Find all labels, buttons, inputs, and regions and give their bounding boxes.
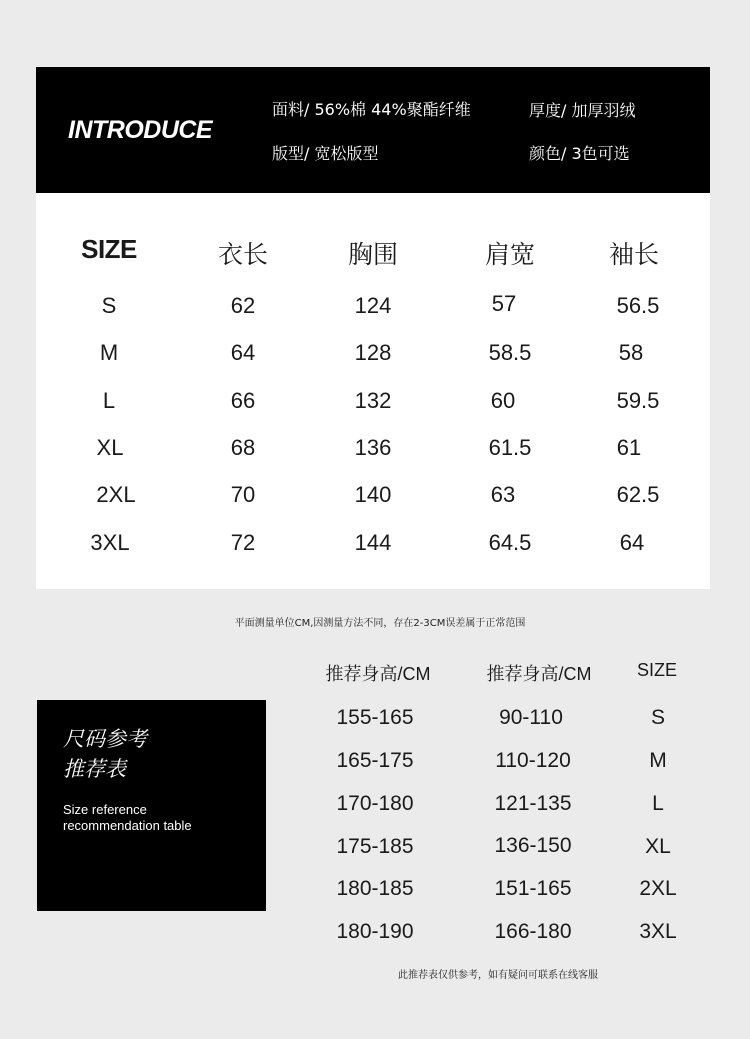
sleeve-column-header: 袖长 — [608, 241, 660, 269]
table-cell-chest: 132 — [354, 388, 392, 413]
table-cell-chest: 128 — [354, 340, 392, 365]
rec-cell-height: 165-175 — [336, 749, 414, 772]
measurement-note: 平面测量单位CM,因测量方法不同，存在2-3CM误差属于正常范围 — [234, 618, 526, 629]
table-cell-size: L — [102, 388, 116, 413]
rec-size-column-header: SIZE — [636, 660, 678, 680]
table-cell-shoulder: 64.5 — [488, 530, 532, 555]
table-cell-sleeve: 64 — [619, 530, 645, 555]
table-cell-size: 2XL — [96, 482, 136, 507]
thickness-spec: 厚度/ 加厚羽绒 — [529, 101, 636, 120]
footer-note: 此推荐表仅供参考，如有疑问可联系在线客服 — [398, 970, 598, 981]
rec-cell-height: 170-180 — [336, 792, 414, 815]
rec-cell-size: L — [652, 792, 664, 815]
reference-subtitle: Size reference recommendation table — [63, 802, 192, 833]
fabric-spec: 面料/ 56%棉 44%聚酯纤维 — [272, 100, 471, 119]
rec-cell-size: 3XL — [639, 920, 677, 943]
table-cell-size: S — [101, 293, 117, 318]
table-cell-length: 70 — [230, 482, 256, 507]
chest-column-header: 胸围 — [347, 241, 399, 269]
rec-cell-weight: 136-150 — [494, 834, 572, 857]
shoulder-column-header: 肩宽 — [484, 241, 536, 269]
rec-cell-weight: 90-110 — [499, 706, 563, 729]
table-cell-shoulder: 58.5 — [488, 340, 532, 365]
rec-cell-height: 175-185 — [336, 835, 414, 858]
table-cell-chest: 144 — [354, 530, 392, 555]
introduce-title: INTRODUCE — [68, 116, 213, 144]
rec-cell-size: M — [649, 749, 667, 772]
weight-column-header: 推荐身高/CM — [486, 664, 592, 684]
table-cell-size: XL — [96, 435, 124, 460]
length-column-header: 衣长 — [217, 241, 269, 269]
rec-cell-size: XL — [645, 835, 671, 858]
height-column-header: 推荐身高/CM — [325, 664, 431, 684]
rec-cell-size: 2XL — [639, 877, 677, 900]
rec-cell-weight: 151-165 — [494, 877, 572, 900]
rec-cell-height: 180-185 — [336, 877, 414, 900]
size-column-header: SIZE — [81, 234, 137, 264]
table-cell-length: 68 — [230, 435, 256, 460]
color-spec: 颜色/ 3色可选 — [529, 144, 630, 163]
rec-cell-weight: 166-180 — [494, 920, 572, 943]
size-chart-table — [36, 193, 710, 589]
table-cell-length: 66 — [230, 388, 256, 413]
table-cell-sleeve: 58 — [618, 340, 644, 365]
table-cell-sleeve: 56.5 — [616, 293, 660, 318]
rec-cell-weight: 110-120 — [495, 749, 571, 772]
table-cell-shoulder: 61.5 — [488, 435, 532, 460]
table-cell-sleeve: 62.5 — [616, 482, 660, 507]
table-cell-chest: 136 — [354, 435, 392, 460]
table-cell-shoulder: 57 — [491, 291, 517, 316]
table-cell-size: 3XL — [90, 530, 130, 555]
table-cell-sleeve: 59.5 — [616, 388, 660, 413]
size-reference-box — [37, 700, 266, 911]
table-cell-size: M — [99, 340, 119, 365]
introduce-banner — [36, 67, 710, 193]
rec-cell-height: 180-190 — [336, 920, 414, 943]
table-cell-length: 64 — [230, 340, 256, 365]
table-cell-length: 72 — [230, 530, 256, 555]
table-cell-shoulder: 60 — [490, 388, 516, 413]
rec-cell-height: 155-165 — [336, 706, 414, 729]
table-cell-length: 62 — [230, 293, 256, 318]
reference-title: 尺码参考 推荐表 — [63, 727, 147, 781]
table-cell-chest: 140 — [354, 482, 392, 507]
table-cell-sleeve: 61 — [616, 435, 642, 460]
table-cell-chest: 124 — [354, 293, 392, 318]
table-cell-shoulder: 63 — [490, 482, 516, 507]
rec-cell-size: S — [650, 706, 666, 729]
fit-spec: 版型/ 宽松版型 — [272, 144, 379, 163]
rec-cell-weight: 121-135 — [494, 792, 572, 815]
